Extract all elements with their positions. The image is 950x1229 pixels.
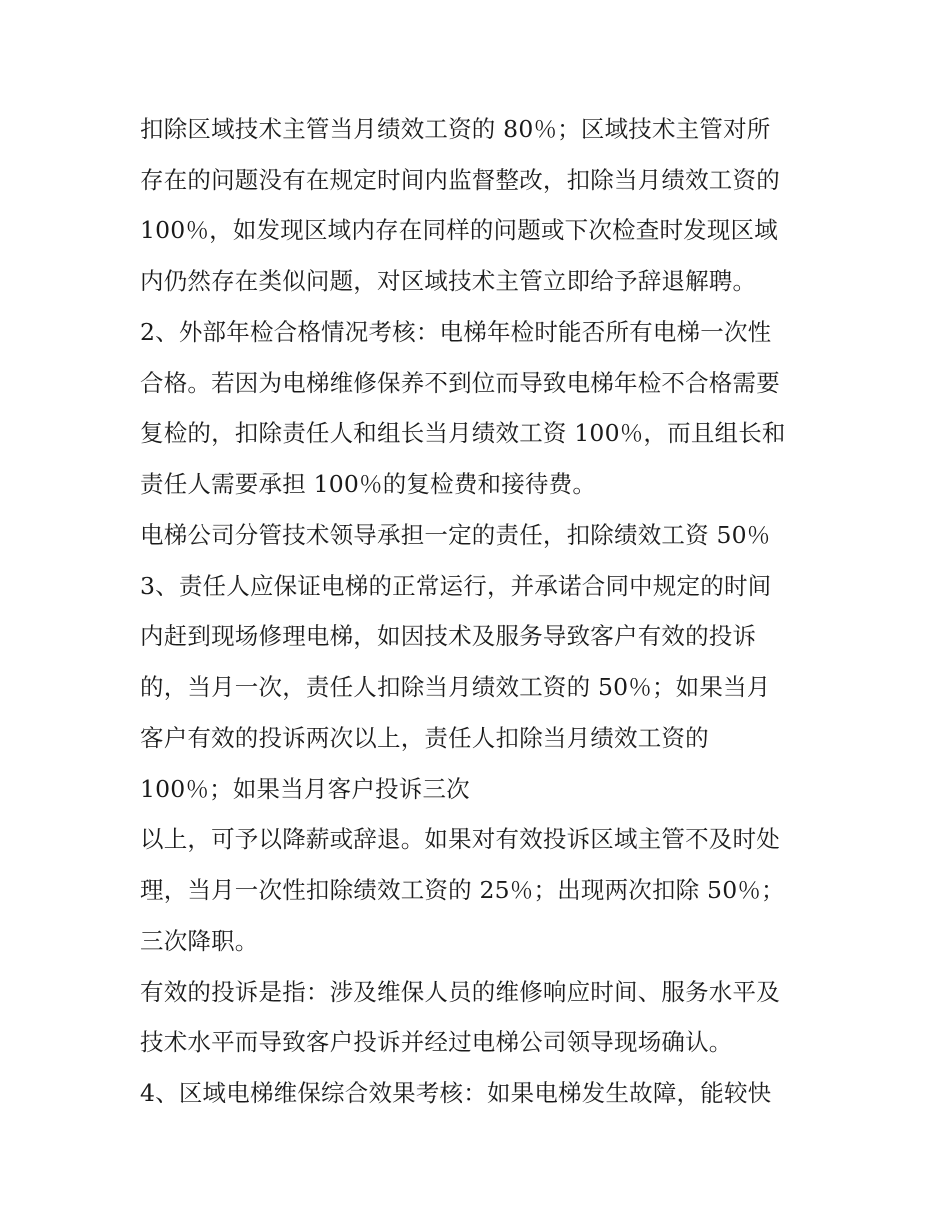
text-line: 技术水平而导致客户投诉并经过电梯公司领导现场确认。 xyxy=(140,1028,733,1056)
text-line: 有效的投诉是指：涉及维保人员的维修响应时间、服务水平及 xyxy=(140,978,780,1006)
text-line: 客户有效的投诉两次以上，责任人扣除当月绩效工资的 xyxy=(140,724,709,752)
text-line: 扣除区域技术主管当月绩效工资的 80％；区域技术主管对所 xyxy=(140,115,771,143)
text-line: 以上，可予以降薪或辞退。如果对有效投诉区域主管不及时处 xyxy=(140,825,780,853)
text-line: 复检的，扣除责任人和组长当月绩效工资 100％，而且组长和 xyxy=(140,419,786,447)
text-line: 3、责任人应保证电梯的正常运行，并承诺合同中规定的时间 xyxy=(140,572,772,600)
text-line: 2、外部年检合格情况考核：电梯年检时能否所有电梯一次性 xyxy=(140,318,772,346)
text-line: 电梯公司分管技术领导承担一定的责任，扣除绩效工资 50％ xyxy=(140,521,771,549)
text-line: 责任人需要承担 100％的复检费和接待费。 xyxy=(140,470,597,498)
text-line: 理，当月一次性扣除绩效工资的 25％；出现两次扣除 50％； xyxy=(140,876,785,904)
text-line: 内仍然存在类似问题，对区域技术主管立即给予辞退解聘。 xyxy=(140,267,757,295)
text-line: 存在的问题没有在规定时间内监督整改，扣除当月绩效工资的 xyxy=(140,166,780,194)
text-line: 100％，如发现区域内存在同样的问题或下次检查时发现区域 xyxy=(140,216,778,244)
text-line: 内赶到现场修理电梯，如因技术及服务导致客户有效的投诉 xyxy=(140,622,757,650)
text-line: 三次降职。 xyxy=(140,927,259,955)
text-line: 4、区域电梯维保综合效果考核：如果电梯发生故障，能较快 xyxy=(140,1079,772,1107)
text-line: 的，当月一次，责任人扣除当月绩效工资的 50％；如果当月 xyxy=(140,673,771,701)
text-line: 100％；如果当月客户投诉三次 xyxy=(140,775,470,803)
text-line: 合格。若因为电梯维修保养不到位而导致电梯年检不合格需要 xyxy=(140,369,780,397)
